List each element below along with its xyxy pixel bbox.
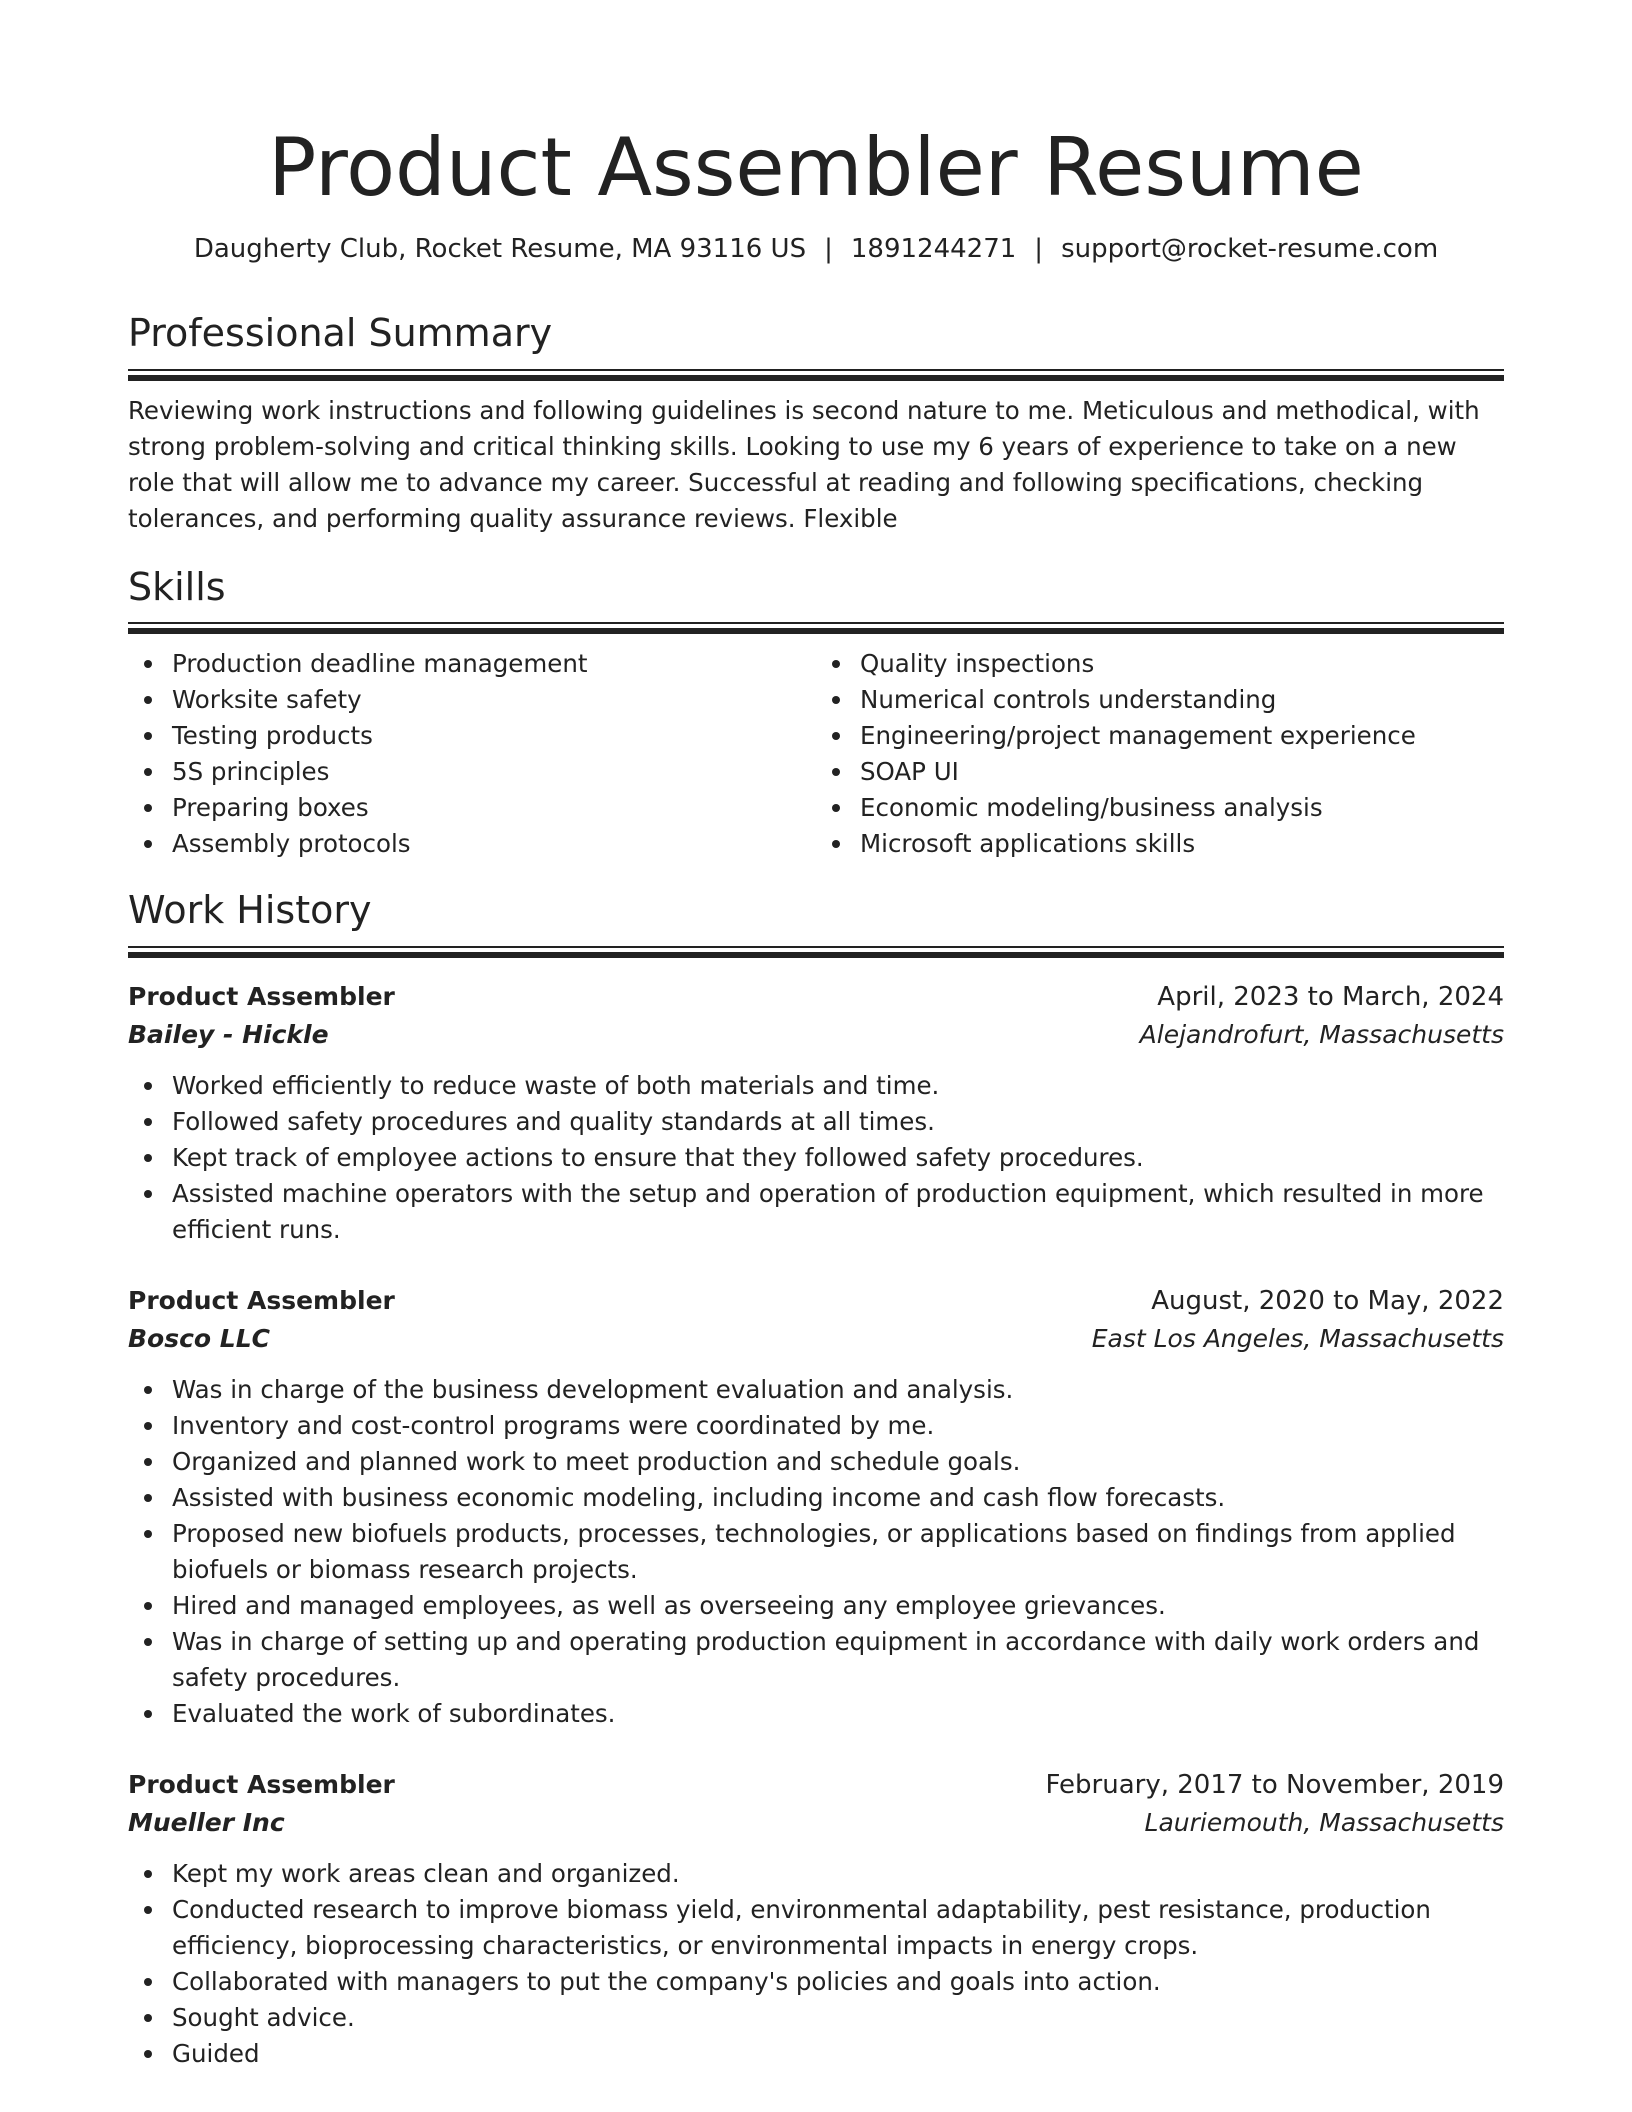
- work-history-heading: Work History: [128, 888, 372, 933]
- job-bullet: Was in charge of the business development evaluation and analysis.: [128, 1372, 1504, 1408]
- skill-item: SOAP UI: [816, 754, 1504, 790]
- skill-item: Numerical controls understanding: [816, 682, 1504, 718]
- skill-item: Testing products: [128, 718, 816, 754]
- skill-item: Economic modeling/business analysis: [816, 790, 1504, 826]
- job-entry: [128, 1766, 1504, 2072]
- contact-email: support@rocket-resume.com: [1061, 234, 1439, 264]
- job-header-row: [128, 1282, 1504, 1320]
- job-subheader-row: [128, 1016, 1504, 1054]
- skill-item: Engineering/project management experience: [816, 718, 1504, 754]
- job-bullet: Guided: [128, 2036, 1504, 2072]
- job-bullet: Organized and planned work to meet production and schedule goals.: [128, 1444, 1504, 1480]
- work-history-section: [128, 888, 1504, 2072]
- summary-heading: Professional Summary: [128, 311, 553, 356]
- skills-grid: [128, 646, 1504, 862]
- job-bullet: Assisted with business economic modeling, including income and cash flow forecasts.: [128, 1480, 1504, 1516]
- job-bullets: [128, 1372, 1504, 1732]
- job-bullet: Inventory and cost-control programs were coordinated by me.: [128, 1408, 1504, 1444]
- job-bullets: [128, 1856, 1504, 2072]
- contact-address: Daugherty Club, Rocket Resume, MA 93116 US: [193, 234, 807, 264]
- job-bullet: Hired and managed employees, as well as overseeing any employee grievances.: [128, 1588, 1504, 1624]
- skills-list-right: [816, 646, 1504, 862]
- skill-item: Worksite safety: [128, 682, 816, 718]
- skills-section: [128, 565, 1504, 863]
- contact-phone: 1891244271: [850, 234, 1017, 264]
- section-divider: [128, 369, 1504, 381]
- job-subheader-row: [128, 1320, 1504, 1358]
- job-location: Alejandrofurt, Massachusetts: [1139, 1019, 1504, 1049]
- job-bullet: Was in charge of setting up and operating production equipment in accordance with daily work orders and safety procedures.: [128, 1624, 1504, 1696]
- job-bullet: Evaluated the work of subordinates.: [128, 1696, 1504, 1732]
- skill-item: Production deadline management: [128, 646, 816, 682]
- job-entry: [128, 978, 1504, 1248]
- resume-title: Product Assembler Resume: [268, 121, 1364, 214]
- job-bullet: Collaborated with managers to put the company's policies and goals into action.: [128, 1964, 1504, 2000]
- contact-separator: |: [824, 234, 833, 264]
- job-dates: February, 2017 to November, 2019: [1045, 1769, 1504, 1800]
- summary-text: Reviewing work instructions and following guidelines is second nature to me. Meticulous and methodical, with strong problem-solving and critical thinking skills. Looking to use my 6 years of experience to take on a new role that will allow me to advance my career. Successful at reading and following specifications, checking tolerances, and performing quality assurance reviews. Flexible: [128, 395, 1480, 533]
- skill-item: Microsoft applications skills: [816, 826, 1504, 862]
- job-bullet: Assisted machine operators with the setup and operation of production equipment, which resulted in more efficient runs.: [128, 1176, 1504, 1248]
- job-location: East Los Angeles, Massachusetts: [1091, 1323, 1504, 1353]
- job-title: Product Assembler: [128, 981, 395, 1011]
- skills-heading: Skills: [128, 564, 226, 609]
- job-dates: April, 2023 to March, 2024: [1157, 981, 1504, 1012]
- job-bullet: Followed safety procedures and quality standards at all times.: [128, 1104, 1504, 1140]
- job-bullets: [128, 1068, 1504, 1248]
- skill-item: Assembly protocols: [128, 826, 816, 862]
- job-dates: August, 2020 to May, 2022: [1151, 1285, 1504, 1316]
- job-title: Product Assembler: [128, 1769, 395, 1799]
- skill-item: Preparing boxes: [128, 790, 816, 826]
- job-bullet: Proposed new biofuels products, processes, technologies, or applications based on findings from applied biofuels or biomass research projects.: [128, 1516, 1504, 1588]
- contact-line: [128, 234, 1504, 265]
- job-bullet: Sought advice.: [128, 2000, 1504, 2036]
- job-subheader-row: [128, 1804, 1504, 1842]
- job-bullet: Worked efficiently to reduce waste of both materials and time.: [128, 1068, 1504, 1104]
- section-divider: [128, 622, 1504, 634]
- job-company: Bosco LLC: [128, 1323, 271, 1353]
- job-bullet: Kept my work areas clean and organized.: [128, 1856, 1504, 1892]
- section-divider: [128, 946, 1504, 958]
- job-header-row: [128, 978, 1504, 1016]
- job-title: Product Assembler: [128, 1285, 395, 1315]
- skills-list-left: [128, 646, 816, 862]
- contact-separator: |: [1034, 234, 1044, 264]
- job-header-row: [128, 1766, 1504, 1804]
- job-company: Bailey - Hickle: [128, 1019, 329, 1049]
- skill-item: Quality inspections: [816, 646, 1504, 682]
- job-entry: [128, 1282, 1504, 1732]
- summary-section: [128, 311, 1504, 537]
- skill-item: 5S principles: [128, 754, 816, 790]
- job-location: Lauriemouth, Massachusetts: [1144, 1807, 1504, 1837]
- job-bullet: Conducted research to improve biomass yield, environmental adaptability, pest resistance, production efficiency, bioprocessing characteristics, or environmental impacts in energy crops.: [128, 1892, 1504, 1964]
- job-company: Mueller Inc: [128, 1807, 285, 1837]
- job-bullet: Kept track of employee actions to ensure that they followed safety procedures.: [128, 1140, 1504, 1176]
